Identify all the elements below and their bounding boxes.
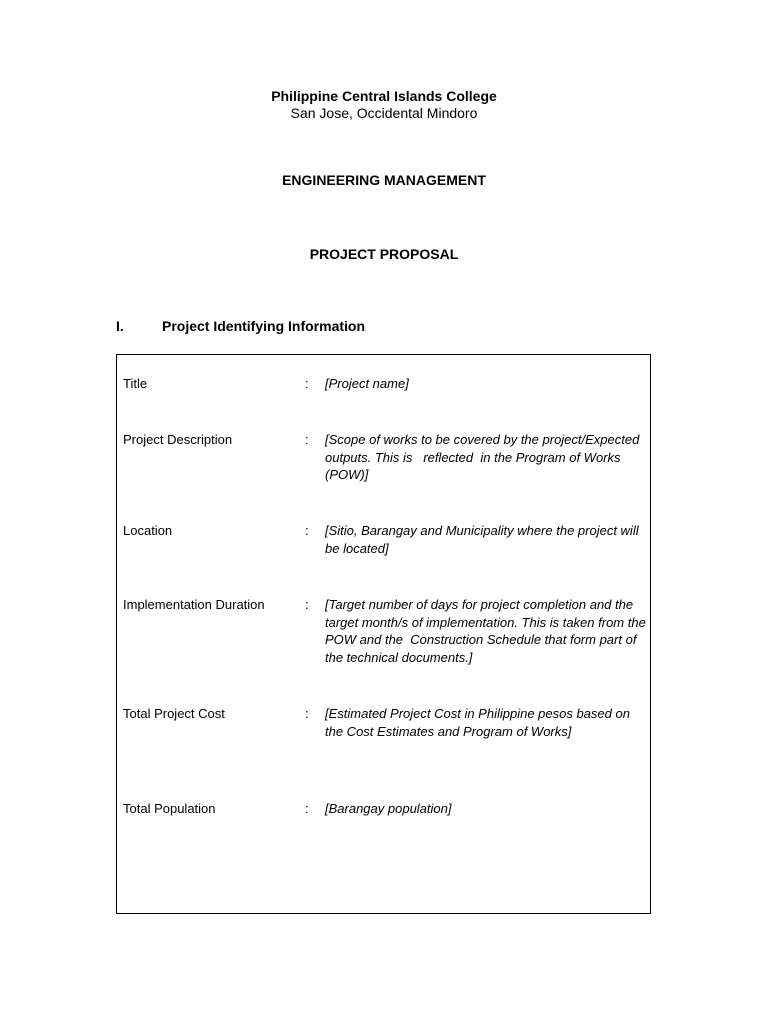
field-label: Total Population <box>123 801 216 816</box>
field-separator: : <box>305 432 309 447</box>
field-value: [Sitio, Barangay and Municipality where the project will be located] <box>325 523 639 556</box>
field-value: [Estimated Project Cost in Philippine pesos based on the Cost Estimates and Program of Works] <box>325 706 630 739</box>
college-name: Philippine Central Islands College <box>271 88 497 104</box>
college-address: San Jose, Occidental Mindoro <box>290 105 478 121</box>
section-heading <box>116 318 365 335</box>
department-title: ENGINEERING MANAGEMENT <box>282 172 486 188</box>
field-label: Implementation Duration <box>123 597 265 612</box>
section-number: I. <box>116 318 124 334</box>
field-value: [Project name] <box>325 376 409 391</box>
field-value: [Barangay population] <box>325 801 452 816</box>
field-label: Project Description <box>123 432 233 447</box>
field-label: Title <box>123 376 148 391</box>
project-info-box <box>116 354 651 914</box>
field-separator: : <box>305 801 309 816</box>
field-separator: : <box>305 523 309 538</box>
document-title: PROJECT PROPOSAL <box>309 246 459 262</box>
field-separator: : <box>305 597 309 612</box>
field-separator: : <box>305 706 309 721</box>
field-label: Total Project Cost <box>123 706 225 721</box>
field-value: [Scope of works to be covered by the project/Expected outputs. This is reflected in the Program of Works (POW)] <box>325 432 643 483</box>
field-label: Location <box>123 523 173 538</box>
section-title: Project Identifying Information <box>162 318 366 334</box>
field-separator: : <box>305 376 309 391</box>
field-value: [Target number of days for project completion and the target month/s of implementation. This is taken from the POW and the Construction Schedule that form part of the technical documents.] <box>325 597 650 665</box>
